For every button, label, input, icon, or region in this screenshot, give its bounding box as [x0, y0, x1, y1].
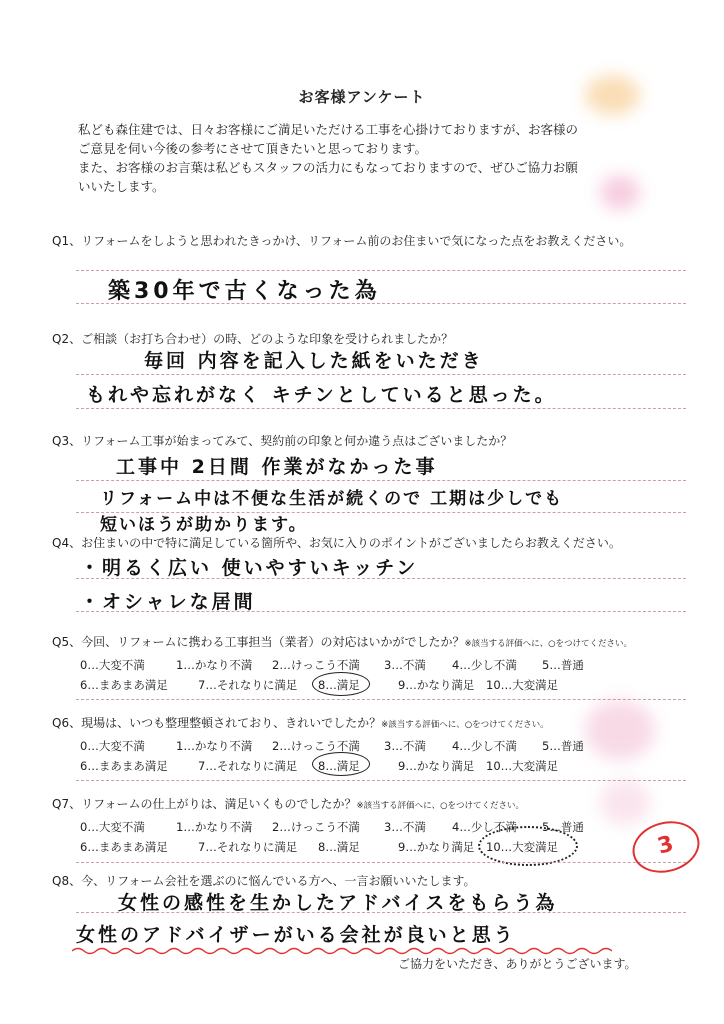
rating-option: 7…それなりに満足: [198, 840, 298, 854]
question-3: Q3、リフォーム工事が始まってみて、契約前の印象と何か違う点はございましたか？: [52, 434, 513, 448]
rating-option: 4…少し不満: [452, 658, 517, 672]
question-7-text: Q7、リフォームの仕上がりは、満足いくものでしたか？: [52, 797, 357, 811]
intro-line: また、お客様のお言葉は私どもスタッフの活力にもなっておりますので、ぜひご協力お願: [78, 160, 578, 175]
rating-option: 5…普通: [542, 820, 584, 834]
intro-line: 私ども森住建では、日々お客様にご満足いただける工事を心掛けておりますが、お客様の: [78, 122, 579, 137]
answer-2-line: もれや忘れがなく キチンとしていると思った。: [86, 384, 557, 406]
rating-option: 9…かなり満足: [398, 840, 475, 854]
rating-option: 0…大変不満: [80, 820, 145, 834]
answer-2-line: 毎回 内容を記入した紙をいただき: [144, 350, 484, 372]
closing-thanks: ご協力をいただき、ありがとうございます。: [398, 957, 637, 971]
answer-line: [76, 480, 686, 481]
answer-8-line: 女性のアドバイザーがいる会社が良いと思う: [76, 924, 516, 946]
flower-decoration: [600, 780, 650, 825]
rating-option: 3…不満: [384, 739, 426, 753]
rating-option-selected: 8…満足: [318, 678, 360, 692]
question-6-note: ※該当する評価へに、○をつけてください。: [381, 720, 549, 730]
rating-option-selected: 8…満足: [318, 759, 360, 773]
rating-option: 4…少し不満: [452, 820, 517, 834]
rating-option: 7…それなりに満足: [198, 759, 298, 773]
question-2: Q2、ご相談（お打ち合わせ）の時、どのような印象を受けられましたか？: [52, 332, 454, 346]
answer-line: [76, 270, 686, 271]
rating-option: 5…普通: [542, 658, 584, 672]
rating-option: 1…かなり不満: [176, 658, 253, 672]
page-title: お客様アンケート: [298, 88, 426, 106]
rating-option: 6…まあまあ満足: [80, 678, 168, 692]
intro-line: いいたします。: [78, 179, 165, 194]
rating-option: 1…かなり不満: [176, 820, 253, 834]
divider: [76, 780, 686, 781]
rating-option: 3…不満: [384, 658, 426, 672]
question-5-text: Q5、今回、リフォームに携わる工事担当（業者）の対応はいかがでしたか？: [52, 635, 465, 649]
selection-circle: [312, 672, 370, 696]
answer-3-line: 工事中 2日間 作業がなかった事: [116, 456, 438, 478]
question-5: [52, 633, 632, 650]
question-8: Q8、今、リフォーム会社を選ぶのに悩んでいる方へ、一言お願いいたします。: [52, 874, 476, 888]
selection-circle: [478, 826, 578, 866]
rating-option: 5…普通: [542, 739, 584, 753]
question-4: Q4、お住まいの中で特に満足している箇所や、お気に入りのポイントがございましたらお教えください。: [52, 536, 621, 550]
divider: [76, 862, 686, 863]
rating-option: 1…かなり不満: [176, 739, 253, 753]
answer-4-line: ・明るく広い 使いやすいキッチン: [80, 557, 419, 579]
rating-option: 6…まあまあ満足: [80, 840, 168, 854]
answer-line: [76, 408, 686, 409]
question-7: [52, 795, 524, 812]
rating-option: 9…かなり満足: [398, 759, 475, 773]
intro-line: ご意見を伺い今後の参考にさせて頂きたいと思っております。: [78, 141, 428, 156]
rating-option: 3…不満: [384, 820, 426, 834]
question-6-text: Q6、現場は、いつも整理整頓されており、きれいでしたか？: [52, 716, 382, 730]
intro-text: [78, 120, 668, 196]
selection-circle: [312, 752, 370, 776]
rating-option: 6…まあまあ満足: [80, 759, 168, 773]
rating-option: 7…それなりに満足: [198, 678, 298, 692]
answer-line: [76, 374, 686, 375]
rating-option: 0…大変不満: [80, 658, 145, 672]
inspection-stamp: 3: [627, 814, 706, 880]
rating-option: 10…大変満足: [486, 678, 559, 692]
answer-8-line: 女性の感性を生かしたアドバイスをもらう為: [118, 892, 558, 914]
question-1: Q1、リフォームをしようと思われたきっかけ、リフォーム前のお住まいで気になった点をお教えください。: [52, 234, 632, 248]
question-5-note: ※該当する評価へに、○をつけてください。: [464, 639, 633, 649]
rating-option: 10…大変満足: [486, 759, 559, 773]
answer-1-line: 築30年で古くなった為: [108, 279, 381, 304]
rating-option: 2…けっこう不満: [272, 820, 360, 834]
answer-3-line: 短いほうが助かります。: [100, 515, 308, 535]
rating-option: 8…満足: [318, 840, 360, 854]
rating-option: 0…大変不満: [80, 739, 145, 753]
flower-decoration: [585, 700, 655, 760]
question-6: [52, 714, 549, 731]
rating-option: 4…少し不満: [452, 739, 517, 753]
rating-option: 9…かなり満足: [398, 678, 475, 692]
rating-option: 2…けっこう不満: [272, 739, 360, 753]
question-7-note: ※該当する評価へに、○をつけてください。: [356, 801, 525, 811]
answer-4-line: ・オシャレな居間: [80, 591, 256, 613]
rating-option: 2…けっこう不満: [272, 658, 360, 672]
divider: [76, 699, 686, 700]
answer-3-line: リフォーム中は不便な生活が続くので 工期は少しでも: [100, 489, 564, 509]
rating-option-selected: 10…大変満足: [486, 840, 559, 854]
